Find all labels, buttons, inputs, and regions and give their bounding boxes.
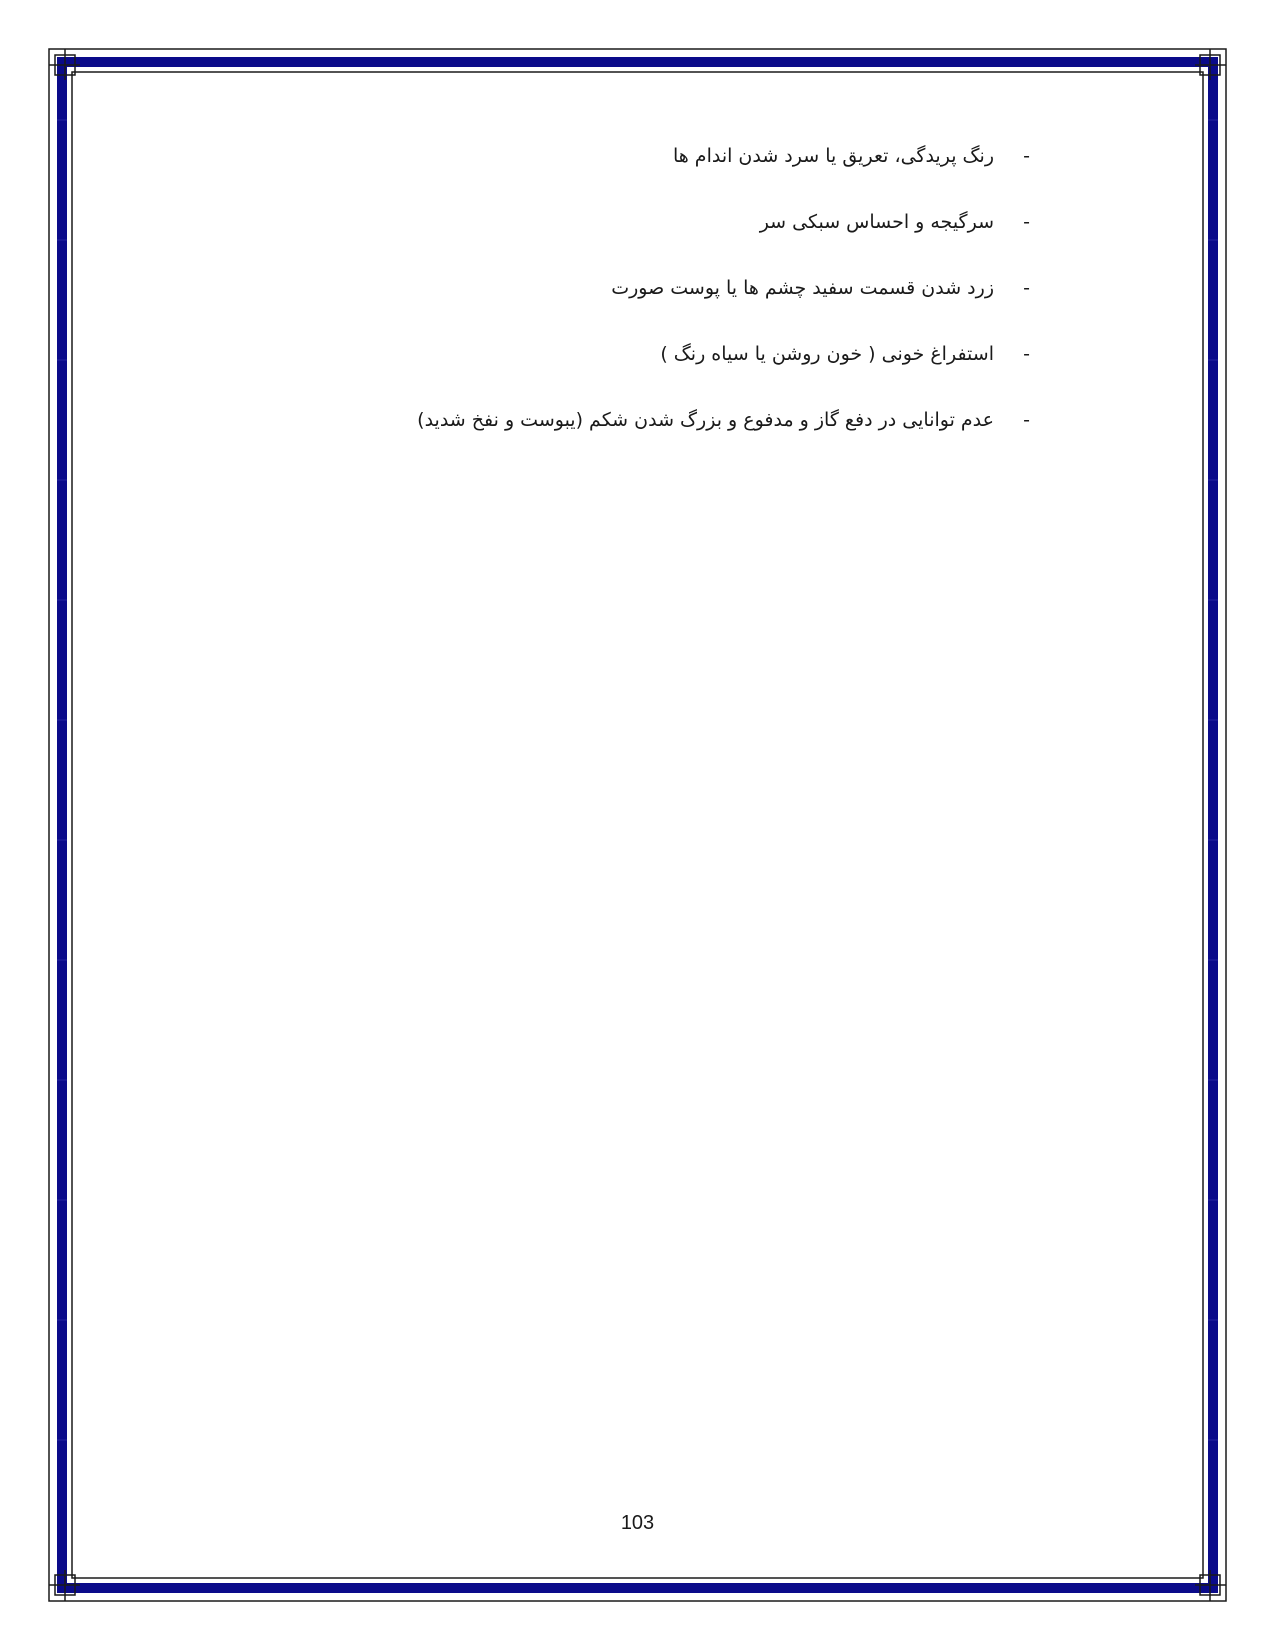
- bullet-marker: -: [1023, 145, 1030, 167]
- bullet-marker: -: [1023, 409, 1030, 431]
- list-item: [210, 343, 1030, 409]
- list-item-text: زرد شدن قسمت سفید چشم ها یا پوست صورت: [611, 277, 994, 299]
- bullet-marker: -: [1023, 343, 1030, 365]
- list-item-text: سرگیجه و احساس سبکی سر: [759, 211, 994, 233]
- list-item-text: رنگ پریدگی، تعریق یا سرد شدن اندام ها: [672, 145, 994, 167]
- list-item-text: استفراغ خونی ( خون روشن یا سیاه رنگ ): [660, 343, 994, 365]
- symptom-list: [210, 145, 1030, 475]
- list-item: [210, 211, 1030, 277]
- bullet-marker: -: [1023, 211, 1030, 233]
- list-item-text: عدم توانایی در دفع گاز و مدفوع و بزرگ شدن شکم (یبوست و نفخ شدید): [417, 409, 994, 431]
- bullet-marker: -: [1023, 277, 1030, 299]
- page-number: 103: [620, 1512, 655, 1534]
- list-item: [210, 145, 1030, 211]
- list-item: [210, 409, 1030, 475]
- list-item: [210, 277, 1030, 343]
